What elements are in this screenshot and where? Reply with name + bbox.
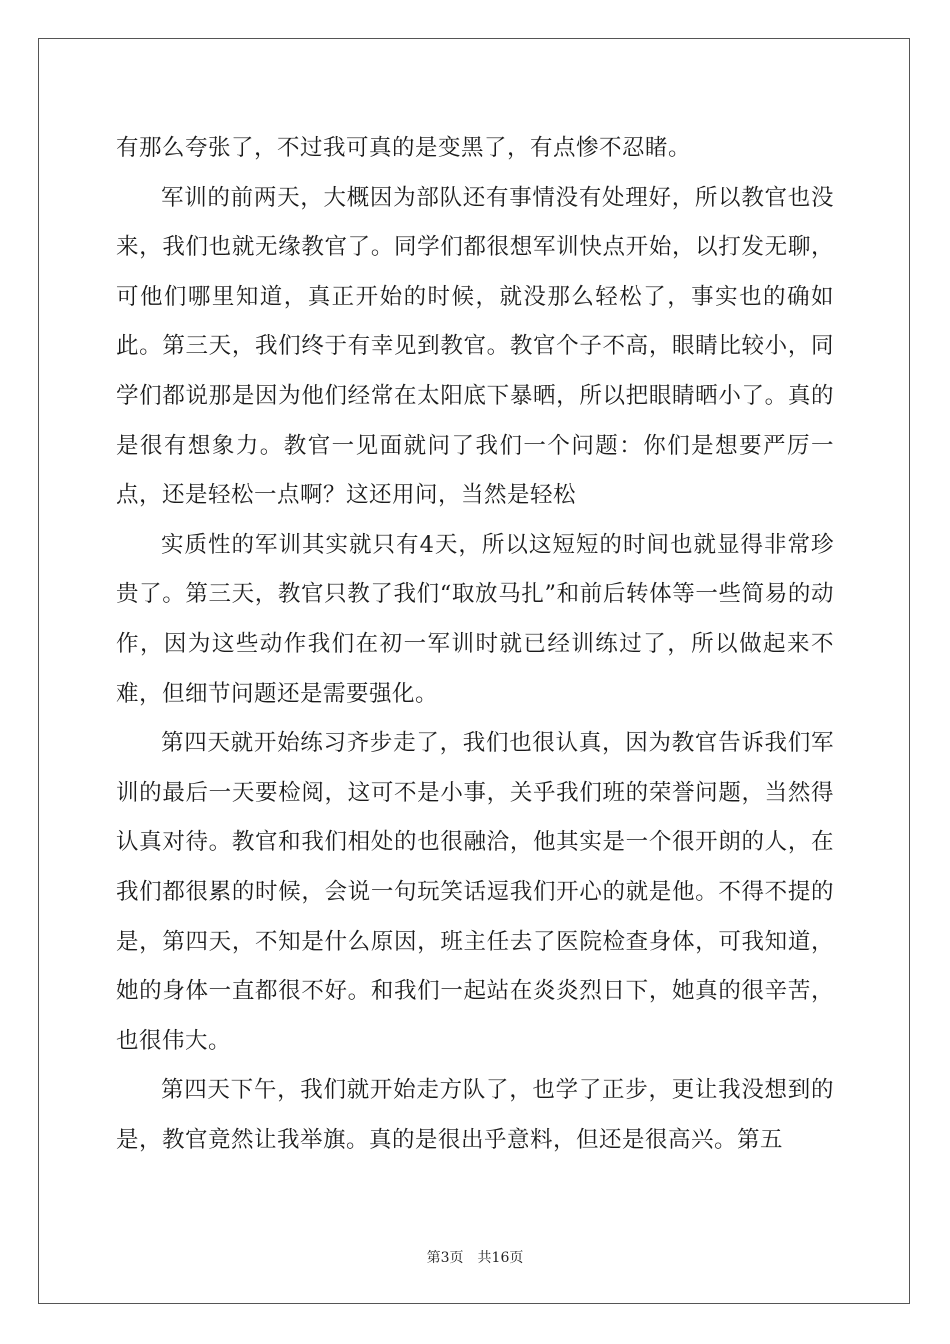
document-body [116, 124, 834, 1165]
paragraph: 实质性的军训其实就只有4天，所以这短短的时间也就显得非常珍贵了。第三天，教官只教了我们“取放马扎”和前后转体等一些简易的动作，因为这些动作我们在初一军训时就已经训练过了，所以做起来不难，但细节问题还是需要强化。 [116, 531, 834, 707]
paragraph: 有那么夸张了，不过我可真的是变黑了，有点惨不忍睹。 [116, 135, 692, 161]
page-total: 共16页 [477, 1250, 524, 1266]
page-number: 第3页 [426, 1250, 464, 1266]
paragraph: 军训的前两天，大概因为部队还有事情没有处理好，所以教官也没来，我们也就无缘教官了。同学们都很想军训快点开始，以打发无聊，可他们哪里知道，真正开始的时候，就没那么轻松了，事实也的确如此。第三天，我们终于有幸见到教官。教官个子不高，眼睛比较小，同学们都说那是因为他们经常在太阳底下暴晒，所以把眼睛晒小了。真的是很有想象力。教官一见面就问了我们一个问题：你们是想要严厉一点，还是轻松一点啊？这还用问，当然是轻松 [116, 184, 834, 509]
paragraph: 第四天下午，我们就开始走方队了，也学了正步，更让我没想到的是，教官竟然让我举旗。真的是很出乎意料，但还是很高兴。第五 [116, 1077, 834, 1153]
paragraph: 第四天就开始练习齐步走了，我们也很认真，因为教官告诉我们军训的最后一天要检阅，这可不是小事，关乎我们班的荣誉问题，当然得认真对待。教官和我们相处的也很融洽，他其实是一个很开朗的人，在我们都很累的时候，会说一句玩笑话逗我们开心的就是他。不得不提的是，第四天，不知是什么原因，班主任去了医院检查身体，可我知道，她的身体一直都很不好。和我们一起站在炎炎烈日下，她真的很辛苦，也很伟大。 [116, 730, 834, 1054]
page-footer [0, 1247, 950, 1267]
